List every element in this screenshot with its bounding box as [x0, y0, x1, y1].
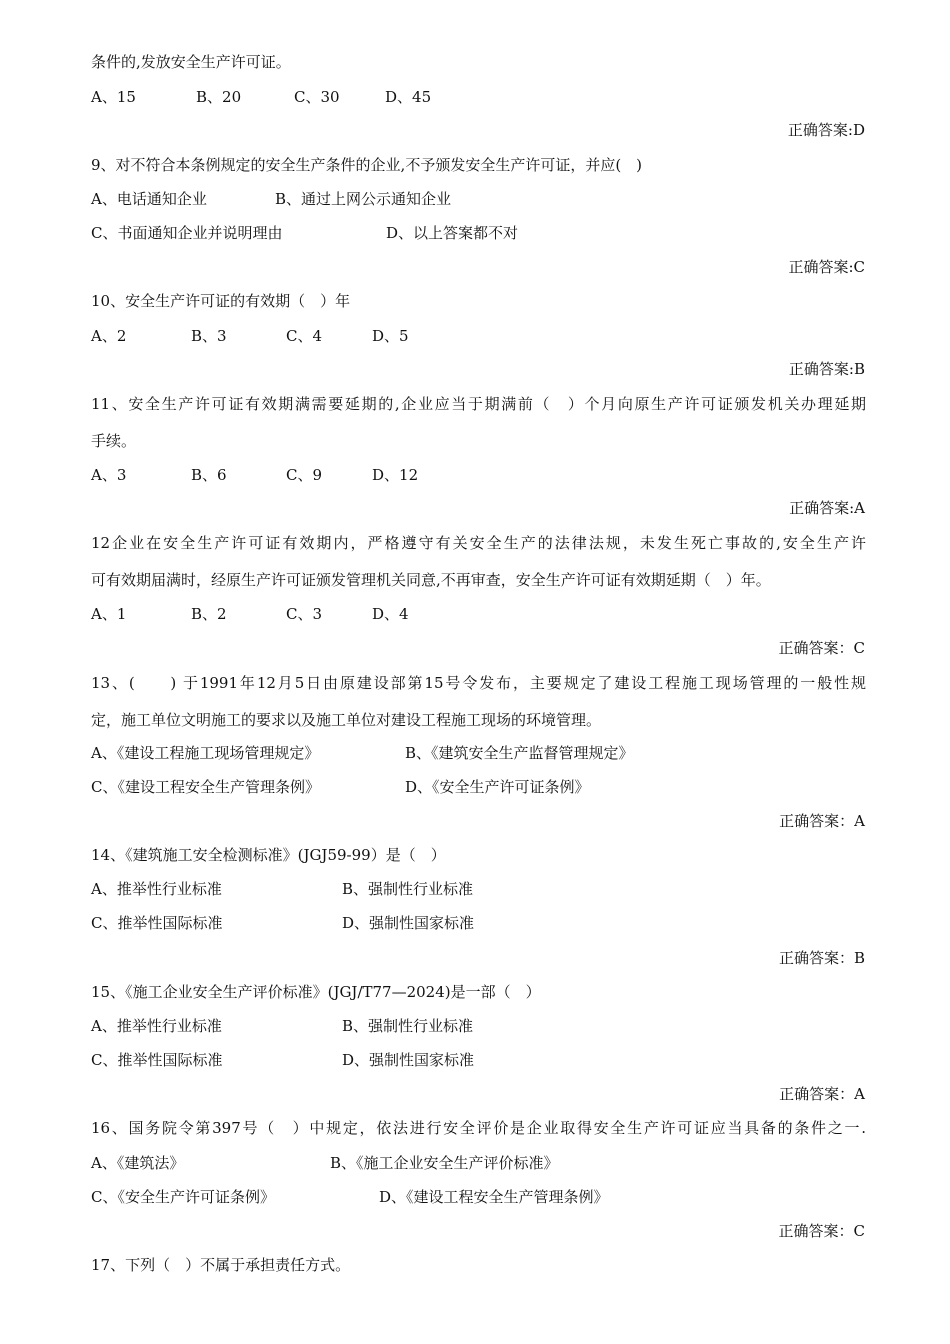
q8-option-d: D、45 — [385, 88, 432, 106]
q12-option-a: A、1 — [91, 605, 127, 623]
q9-option-d: D、以上答案都不对 — [386, 224, 519, 242]
q12-answer: 正确答案：C — [778, 639, 865, 657]
q17-text: 17、下列（ ）不属于承担责任方式。 — [91, 1256, 351, 1274]
q16-option-c: C、《安全生产许可证条例》 — [91, 1188, 275, 1206]
q10-option-b: B、3 — [191, 327, 227, 345]
q14-option-d: D、强制性国家标准 — [342, 914, 475, 932]
q13-option-b: B、《建筑安全生产监督管理规定》 — [405, 744, 634, 762]
q9-option-a: A、电话通知企业 — [91, 190, 207, 208]
q13-option-a: A、《建设工程施工现场管理规定》 — [91, 744, 320, 762]
q10-option-c: C、4 — [286, 327, 323, 345]
q13-text-line2: 定，施工单位文明施工的要求以及施工单位对建设工程施工现场的环境管理。 — [91, 711, 602, 729]
q8-tail-text: 条件的,发放安全生产许可证。 — [91, 53, 291, 71]
q11-option-b: B、6 — [191, 466, 227, 484]
q15-option-c: C、推举性国际标准 — [91, 1051, 223, 1069]
q16-text: 16、国务院令第397号（ ）中规定，依法进行安全评价是企业取得安全生产许可证应当具备的条件之一. — [91, 1119, 866, 1137]
q16-option-d: D、《建设工程安全生产管理条例》 — [379, 1188, 609, 1206]
q12-option-b: B、2 — [191, 605, 227, 623]
q13-option-c: C、《建设工程安全生产管理条例》 — [91, 778, 320, 796]
q15-text: 15、《施工企业安全生产评价标准》(JGJ/T77—2024)是一部（ ） — [91, 983, 541, 1001]
q16-option-a: A、《建筑法》 — [91, 1154, 185, 1172]
q16-answer: 正确答案：C — [778, 1222, 865, 1240]
q11-text-line2: 手续。 — [91, 432, 137, 450]
q11-option-c: C、9 — [286, 466, 323, 484]
q8-option-a: A、15 — [91, 88, 136, 106]
q12-option-c: C、3 — [286, 605, 323, 623]
q9-option-b: B、通过上网公示通知企业 — [275, 190, 452, 208]
q15-option-d: D、强制性国家标准 — [342, 1051, 475, 1069]
q14-option-b: B、强制性行业标准 — [342, 880, 474, 898]
q10-text: 10、安全生产许可证的有效期（ ）年 — [91, 292, 351, 310]
q12-option-d: D、4 — [372, 605, 409, 623]
q14-text: 14、《建筑施工安全检测标准》(JGJ59-99）是（ ） — [91, 846, 446, 864]
q8-option-c: C、30 — [294, 88, 340, 106]
q11-option-d: D、12 — [372, 466, 419, 484]
q12-text-line2: 可有效期届满时，经原生产许可证颁发管理机关同意,不再审查，安全生产许可证有效期延期（ ）年。 — [91, 571, 771, 589]
q10-option-d: D、5 — [372, 327, 409, 345]
q14-option-c: C、推举性国际标准 — [91, 914, 223, 932]
q11-text-line1: 11、安全生产许可证有效期满需要延期的,企业应当于期满前（ ）个月向原生产许可证颁发机关办理延期 — [91, 395, 866, 413]
q13-text-line1: 13、( ) 于1991年12月5日由原建设部第15号令发布，主要规定了建设工程施工现场管理的一般性规 — [91, 674, 866, 692]
q9-answer: 正确答案:C — [788, 258, 865, 276]
q9-option-c: C、书面通知企业并说明理由 — [91, 224, 283, 242]
q15-option-b: B、强制性行业标准 — [342, 1017, 474, 1035]
q13-answer: 正确答案：A — [779, 812, 865, 830]
q16-option-b: B、《施工企业安全生产评价标准》 — [330, 1154, 559, 1172]
q12-text-line1: 12企业在安全生产许可证有效期内，严格遵守有关安全生产的法律法规，未发生死亡事故的,安全生产许 — [91, 534, 866, 552]
q8-answer: 正确答案:D — [787, 121, 865, 139]
q9-text: 9、对不符合本条例规定的安全生产条件的企业,不予颁发安全生产许可证，并应( ) — [91, 156, 643, 174]
q11-option-a: A、3 — [91, 466, 127, 484]
q11-answer: 正确答案:A — [789, 499, 865, 517]
q15-option-a: A、推举性行业标准 — [91, 1017, 222, 1035]
q14-answer: 正确答案：B — [778, 949, 865, 967]
q13-option-d: D、《安全生产许可证条例》 — [405, 778, 590, 796]
q10-option-a: A、2 — [91, 327, 127, 345]
q14-option-a: A、推举性行业标准 — [91, 880, 222, 898]
q15-answer: 正确答案：A — [779, 1085, 865, 1103]
q10-answer: 正确答案:B — [788, 360, 865, 378]
q8-option-b: B、20 — [196, 88, 242, 106]
